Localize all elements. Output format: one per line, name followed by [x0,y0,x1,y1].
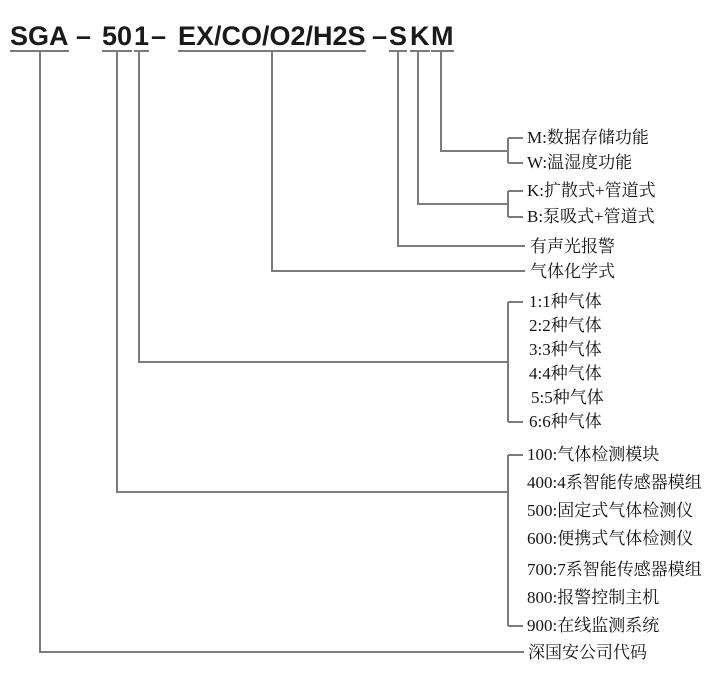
legend-gas-count-6: 6:6种气体 [529,412,602,431]
model-function-code: M [431,21,454,51]
legend-series-700: 700:7系智能传感器模组 [527,560,702,579]
model-gas-count-part: 1 [134,21,150,51]
separator-dash-1: – [76,21,92,51]
model-sampling-code: K [410,21,430,51]
legend-series-500: 500:固定式气体检测仪 [527,501,694,520]
legend-function-option-w: W:温湿度功能 [527,153,633,172]
model-alarm-code: S [389,21,408,51]
legend-series-100: 100:气体检测模块 [527,445,660,464]
legend-function-option-m: M:数据存储功能 [527,128,649,147]
legend-series-900: 900:在线监测系统 [527,616,660,635]
legend-series-600: 600:便携式气体检测仪 [527,529,694,548]
model-gas-names: EX/CO/O2/H2S [178,21,366,51]
legend-sampling-option-k: K:扩散式+管道式 [527,181,656,200]
legend-gas-count-3: 3:3种气体 [529,340,602,359]
separator-dash-3: – [372,21,388,51]
model-series-part: 50 [102,21,133,51]
legend-gas-count-5: 5:5种气体 [531,388,604,407]
connector-function-line [441,51,523,163]
connector-gas-count-line [139,51,523,422]
connector-series-line [117,51,523,626]
legend-series-800: 800:报警控制主机 [527,588,660,607]
legend-alarm-note: 有声光报警 [530,237,615,256]
separator-dash-2: – [151,21,167,51]
legend-company-note: 深国安公司代码 [528,643,647,662]
legend-gas-count-4: 4:4种气体 [529,364,602,383]
legend-series-400: 400:4系智能传感器模组 [527,473,702,492]
legend-gas-formula-note: 气体化学式 [530,262,615,281]
legend-gas-count-2: 2:2种气体 [529,316,602,335]
connector-company-line [40,51,524,652]
connector-sampling-line [418,51,523,217]
legend-gas-count-1: 1:1种气体 [529,292,602,311]
legend-sampling-option-b: B:泵吸式+管道式 [527,207,655,226]
model-prefix: SGA [10,21,69,51]
